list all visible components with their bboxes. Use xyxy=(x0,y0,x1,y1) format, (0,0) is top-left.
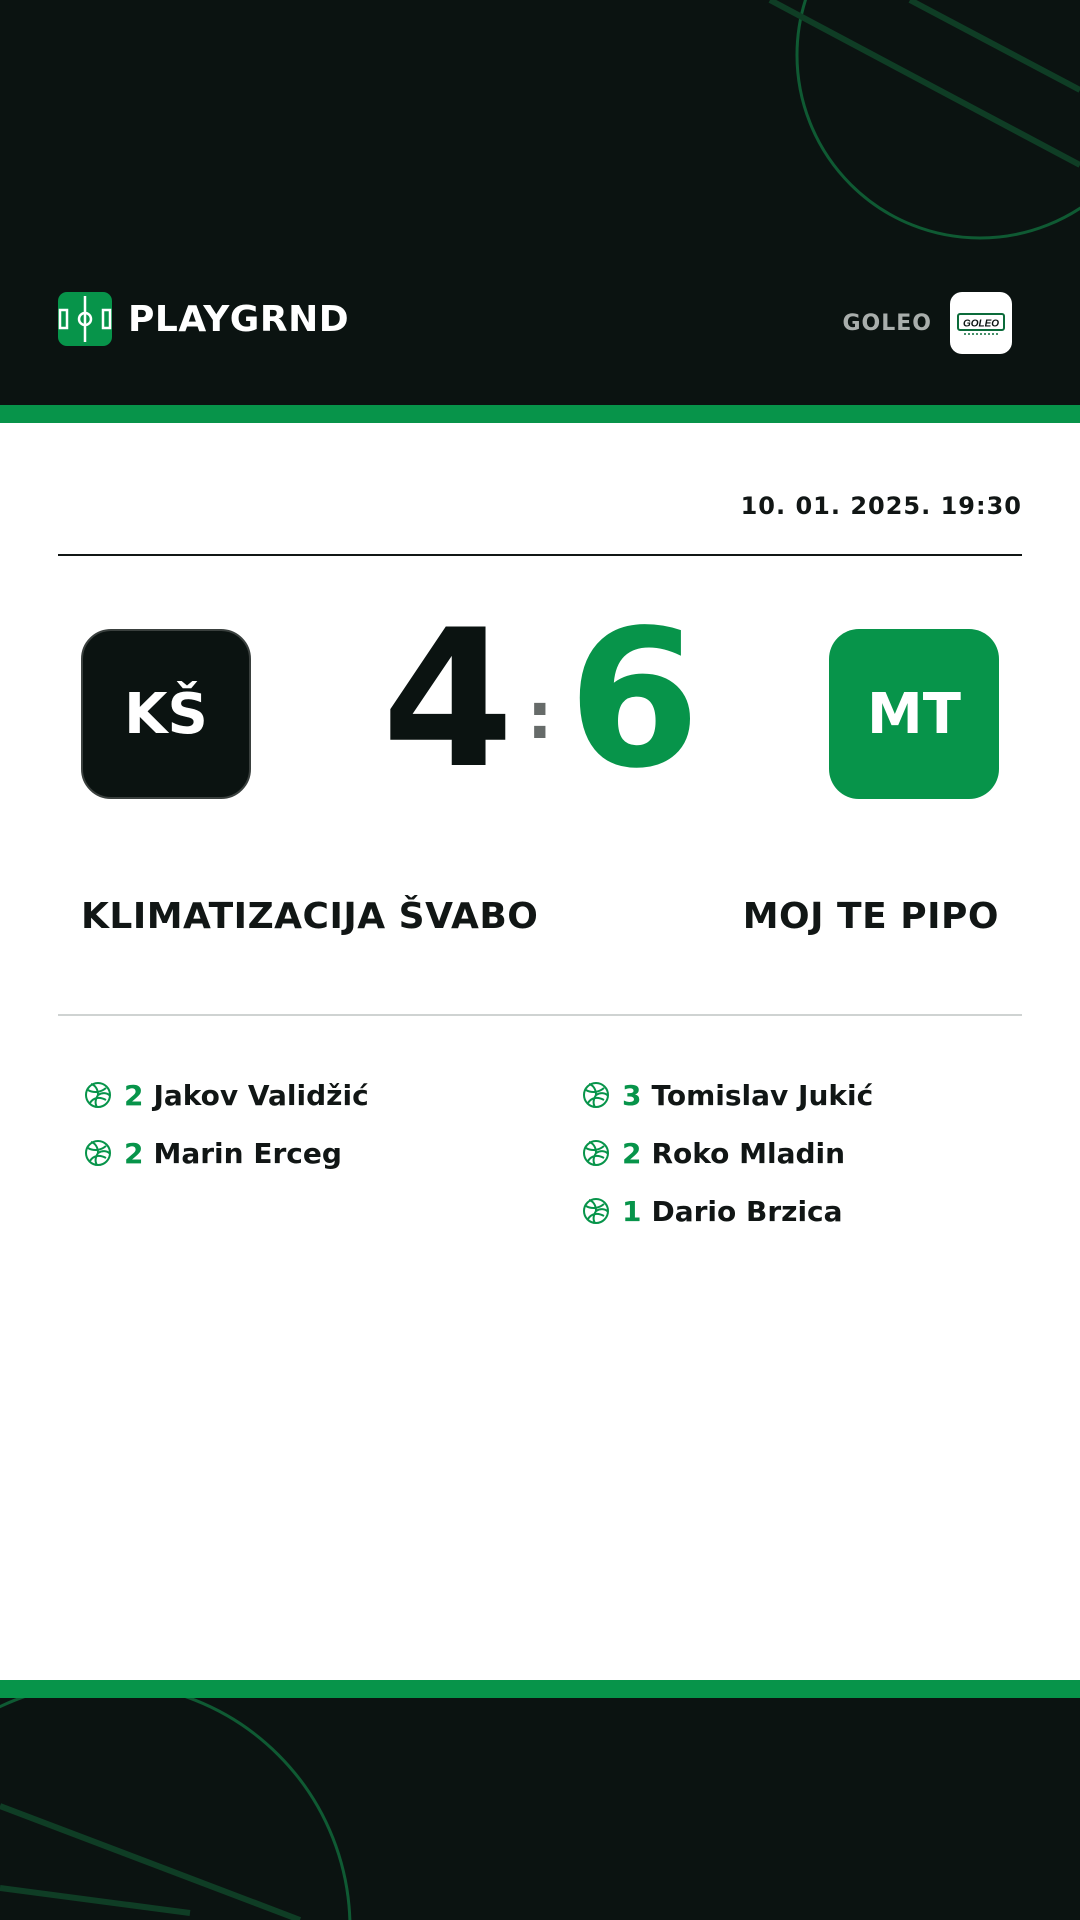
scorer-name: Jakov Validžić xyxy=(153,1078,369,1112)
brand-name: PLAYGRND xyxy=(128,298,350,340)
home-team-initials: KŠ xyxy=(124,681,208,747)
ball-icon xyxy=(84,1139,112,1167)
brand xyxy=(58,292,349,346)
scorer-name: Tomislav Jukić xyxy=(651,1078,874,1112)
partner-logo-text: GOLEO xyxy=(962,318,1000,330)
scoreboard xyxy=(381,589,701,810)
scorer-goals: 1 xyxy=(622,1194,642,1228)
ball-icon xyxy=(582,1081,610,1109)
scorer-name: Marin Erceg xyxy=(153,1136,342,1170)
away-team-initials: MT xyxy=(867,681,961,747)
partner-logo xyxy=(950,292,1012,354)
partner-name: GOLEO xyxy=(842,310,932,336)
divider xyxy=(58,554,1022,556)
accent-bar-top xyxy=(0,405,1080,423)
scorer-name: Roko Mladin xyxy=(651,1136,846,1170)
footer xyxy=(0,1698,1080,1920)
scorer-name: Dario Brzica xyxy=(651,1194,843,1228)
scorer-item xyxy=(582,1182,873,1240)
scorer-goals: 2 xyxy=(622,1136,642,1170)
away-scorers-list xyxy=(582,1066,873,1240)
home-scorers-list xyxy=(84,1066,369,1182)
away-score: 6 xyxy=(568,589,701,810)
away-team-name: MOJ TE PIPO xyxy=(742,896,999,937)
ball-icon xyxy=(84,1081,112,1109)
divider xyxy=(58,1014,1022,1016)
scorer-item xyxy=(84,1066,369,1124)
header xyxy=(0,0,1080,405)
home-team-name: KLIMATIZACIJA ŠVABO xyxy=(81,896,539,937)
match-datetime: 10. 01. 2025. 19:30 xyxy=(740,492,1022,520)
scorer-item xyxy=(84,1124,369,1182)
scorer-goals: 2 xyxy=(124,1078,144,1112)
pitch-icon xyxy=(58,292,112,346)
scorer-item xyxy=(582,1066,873,1124)
home-score: 4 xyxy=(381,589,514,810)
accent-bar-bottom xyxy=(0,1680,1080,1698)
score-separator: : xyxy=(527,680,553,754)
scorer-goals: 3 xyxy=(622,1078,642,1112)
home-team-badge xyxy=(81,629,251,799)
scorer-goals: 2 xyxy=(124,1136,144,1170)
away-team-badge xyxy=(829,629,999,799)
partner xyxy=(842,292,1012,354)
field-lines-decoration xyxy=(0,1698,1080,1920)
scorer-item xyxy=(582,1124,873,1182)
ball-icon xyxy=(582,1139,610,1167)
ball-icon xyxy=(582,1197,610,1225)
